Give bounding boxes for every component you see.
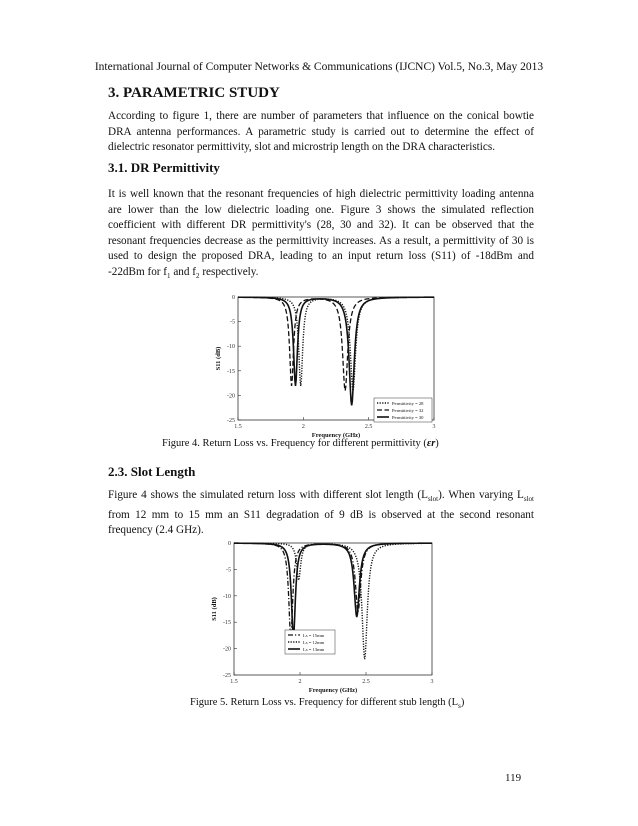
journal-header: International Journal of Computer Networks & Communications (IJCNC) Vol.5, No.3, May 2013 <box>94 61 544 73</box>
x-tick-label: 3 <box>432 424 436 430</box>
series-line-3 <box>234 543 432 638</box>
x-tick-label: 2 <box>301 424 305 430</box>
y-tick-label: -10 <box>227 344 235 351</box>
y-tick-label: -25 <box>223 673 231 679</box>
plot-frame <box>234 543 432 675</box>
y-tick-label: -5 <box>226 567 231 574</box>
y-axis-label: S11 (dB) <box>215 346 222 371</box>
y-tick-label: 0 <box>228 541 231 547</box>
legend-label: Permittivity = 32 <box>392 407 424 413</box>
section-3-1-title: 3.1. DR Permittivity <box>108 160 220 175</box>
legend-label: Ls = 13mm <box>303 646 325 652</box>
x-tick-label: 1.5 <box>234 424 242 430</box>
figure-4-caption: Figure 4. Return Loss vs. Frequency for different permittivity (εr) <box>162 438 439 449</box>
legend-label: Ls = 12mm <box>303 639 325 645</box>
section-2-3-title: 2.3. Slot Length <box>108 464 196 479</box>
y-axis-label: S11 (dB) <box>211 597 218 621</box>
y-tick-label: -15 <box>223 620 231 627</box>
series-line-1 <box>234 543 432 638</box>
figure-4-chart <box>210 285 450 440</box>
figure-5-chart <box>200 535 450 695</box>
page-number: 119 <box>505 772 522 784</box>
section-3-paragraph: According to figure 1, there are number of parameters that influence on the conical bowtie DRA antenna performances. A parametric study is carried out to determine the effect of dielectric resonator permittivity, slot and microstrip length on the DRA characteristics. <box>108 110 534 154</box>
x-tick-label: 2.5 <box>364 424 373 430</box>
x-axis-label: Frequency (GHz) <box>311 432 361 439</box>
section-2-3-paragraph: Figure 4 shows the simulated return loss with different slot length $(L_{slot})$. When varying $L_{slot}$ from 12 mm to 15 mm an S11 degradation of 9 dB is observed at the second resonant frequency (2.4 GHz). <box>108 489 534 537</box>
legend-label: Permittivity = 28 <box>392 400 424 406</box>
legend-label: Permittivity = 30 <box>392 414 424 420</box>
permittivity-symbol: εr <box>426 438 436 449</box>
y-tick-label: -20 <box>223 646 231 653</box>
series-line-2 <box>238 297 434 391</box>
x-axis-label: Frequency (GHz) <box>308 687 358 694</box>
y-tick-label: 0 <box>232 295 235 301</box>
x-tick-label: 2 <box>298 679 302 685</box>
legend-label: Ls = 15mm <box>303 632 325 638</box>
x-tick-label: 1.5 <box>230 679 238 685</box>
y-tick-label: -25 <box>227 418 235 424</box>
series-line-1 <box>238 297 434 390</box>
y-tick-label: -10 <box>223 593 231 600</box>
figure-5-caption: Figure 5. Return Loss vs. Frequency for different stub length $(L_s)$ <box>190 697 465 711</box>
x-tick-label: 2.5 <box>362 679 370 685</box>
section-3-title: 3. PARAMETRIC STUDY <box>108 85 280 101</box>
x-tick-label: 3 <box>430 679 434 685</box>
y-tick-label: -20 <box>227 393 235 400</box>
y-tick-label: -15 <box>227 368 235 375</box>
series-line-3 <box>238 297 434 405</box>
section-3-1-paragraph: It is well known that the resonant frequencies of high dielectric permittivity loading antenna are lower than the low dielectric loading one. Figure 3 shows the simulated reflection coefficient with different DR permittivity's (28, 30 and 32). It can be observed that the resonant frequencies decrease as the permittivity increases. As a result, a permittivity of 30 is used to design the proposed DRA, leading to an input return loss (S11) of -18dBm and -22dBm for $f_1$ and $f_2$ respectively. <box>108 188 534 281</box>
y-tick-label: -5 <box>230 319 235 326</box>
